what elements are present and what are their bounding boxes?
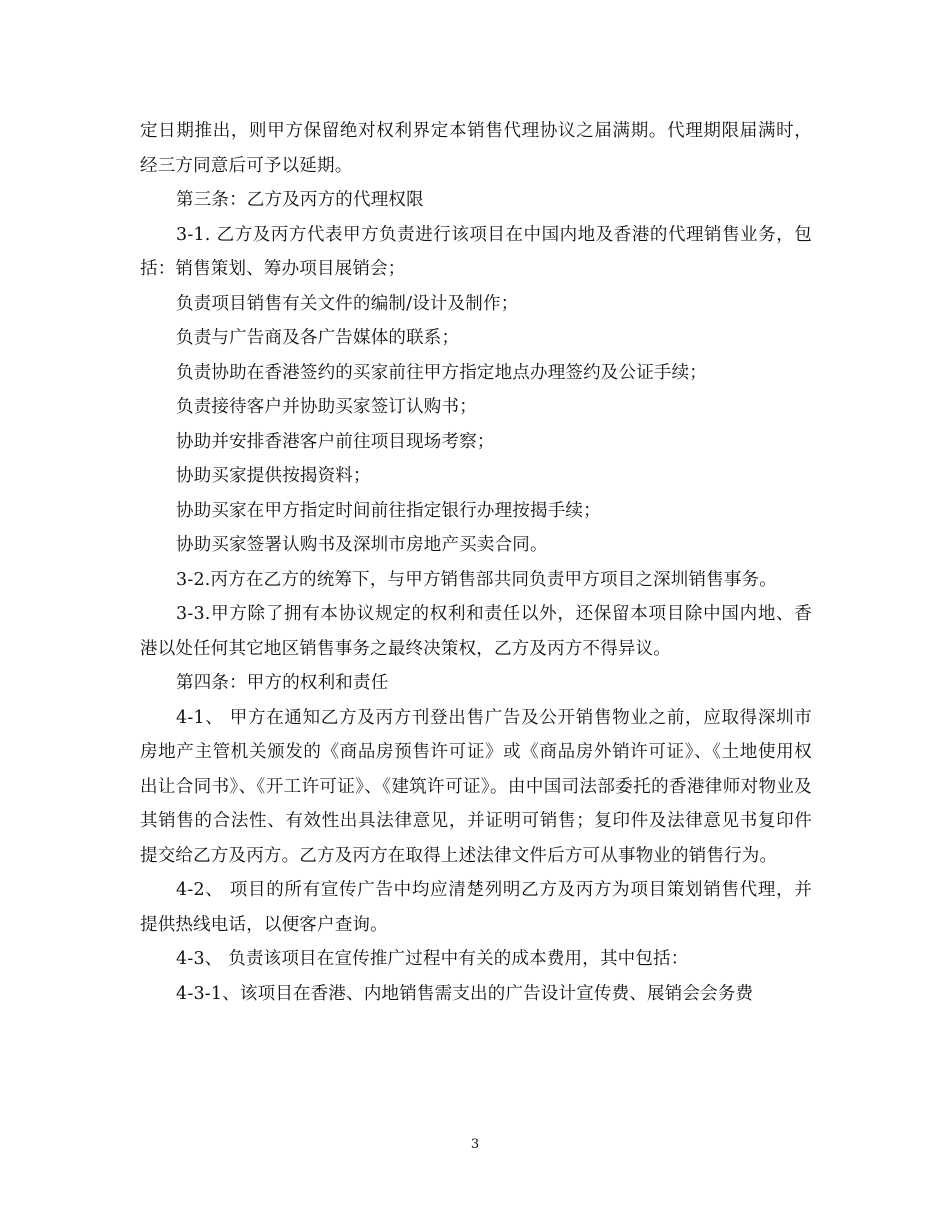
page-number: 3 <box>470 1137 480 1152</box>
list-item-contract-signing: 协助买家签署认购书及深圳市房地产买卖合同。 <box>176 535 548 555</box>
heading-article-3: 第三条：乙方及丙方的代理权限 <box>176 190 424 210</box>
clause-3-2: 3-2.丙方在乙方的统筹下，与甲方销售部共同负责甲方项目之深圳销售事务。 <box>176 569 777 590</box>
list-item-ad-media-contact: 负责与广告商及各广告媒体的联系； <box>176 328 460 348</box>
list-item-customer-reception: 负责接待客户并协助买家签订认购书； <box>176 397 477 417</box>
document-body <box>140 114 812 1011</box>
list-item-hk-signing-assist: 负责协助在香港签约的买家前往甲方指定地点办理签约及公证手续； <box>176 362 707 383</box>
list-item-mortgage-materials: 协助买家提供按揭资料； <box>176 466 371 486</box>
clause-4-3: 4-3、 负责该项目在宣传推广过程中有关的成本费用，其中包括： <box>176 949 689 969</box>
list-item-mortgage-procedure: 协助买家在甲方指定时间前往指定银行办理按揭手续； <box>176 500 601 521</box>
paragraph-continuation: 定日期推出，则甲方保留绝对权利界定本销售代理协议之届满期。代理期限届满时，经三方同意后可予以延期。 <box>140 121 812 176</box>
list-item-document-preparation: 负责项目销售有关文件的编制/设计及制作； <box>176 293 519 314</box>
clause-4-3-1: 4-3-1、该项目在香港、内地销售需支出的广告设计宣传费、展销会会务费 <box>176 983 754 1004</box>
clause-3-3: 3-3.甲方除了拥有本协议规定的权利和责任以外，还保留本项目除中国内地、香港以处任何其它地区销售事务之最终决策权，乙方及丙方不得异议。 <box>140 604 812 659</box>
clause-4-2: 4-2、 项目的所有宣传广告中均应清楚列明乙方及丙方为项目策划销售代理，并提供热线电话，以便客户查询。 <box>140 880 812 935</box>
list-item-site-visit: 协助并安排香港客户前往项目现场考察； <box>176 431 495 452</box>
clause-3-1: 3-1. 乙方及丙方代表甲方负责进行该项目在中国内地及香港的代理销售业务，包括：销售策划、筹办项目展销会； <box>140 224 812 279</box>
heading-article-4: 第四条：甲方的权利和责任 <box>176 673 389 693</box>
clause-4-1: 4-1、 甲方在通知乙方及丙方刊登出售广告及公开销售物业之前，应取得深圳市房地产主管机关颁发的《商品房预售许可证》或《商品房外销许可证》、《土地使用权出让合同书》、《开工许可证》、《建筑许可证》。由中国司法部委托的香港律师对物业及其销售的合法性、有效性出具法律意见，并证明可销售；复印件及法律意见书复印件提交给乙方及丙方。乙方及丙方在取得上述法律文件后方可从事物业的销售行为。 <box>140 707 812 866</box>
